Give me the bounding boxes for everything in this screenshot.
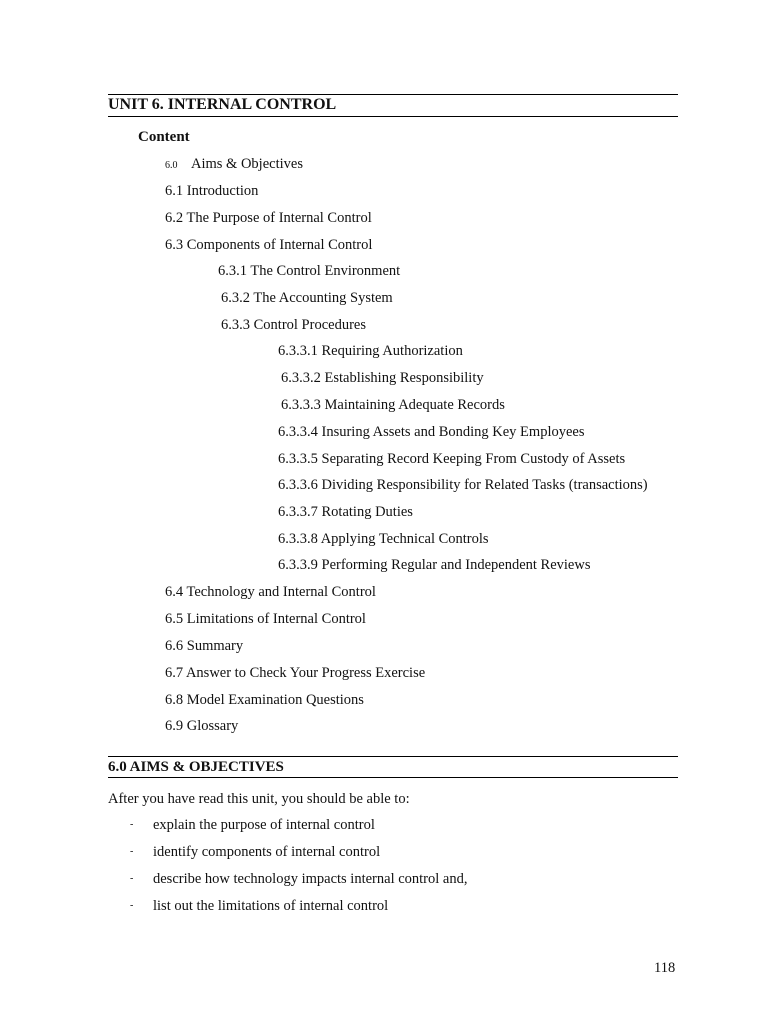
section-heading: 6.0 AIMS & OBJECTIVES [108,759,284,775]
toc-entry: 6.6 Summary [165,638,244,654]
top-rule-lower [108,116,678,117]
objective-item: explain the purpose of internal control [153,817,375,833]
toc-entry: 6.3.3.1 Requiring Authorization [278,343,463,359]
page-number: 118 [654,960,676,976]
toc-entry: 6.3.3.5 Separating Record Keeping From Custody of Assets [278,451,626,467]
toc-entry: 6.3.3.3 Maintaining Adequate Records [281,397,505,413]
toc-entry: 6.3.3.7 Rotating Duties [278,504,413,520]
objective-item: list out the limitations of internal control [153,898,389,914]
toc-entry: 6.9 Glossary [165,718,239,734]
toc-entry: 6.4 Technology and Internal Control [165,584,376,600]
bullet-marker: - [130,846,134,857]
toc-entry: 6.7 Answer to Check Your Progress Exercise [165,665,426,681]
toc-title: Aims & Objectives [191,156,303,172]
toc-entry: 6.3.3.2 Establishing Responsibility [281,370,484,386]
section-rule-lower [108,777,678,778]
toc-entry: 6.5 Limitations of Internal Control [165,611,366,627]
toc-entry: 6.3.3.8 Applying Technical Controls [278,531,489,547]
toc-number: 6.0 [165,160,178,171]
objectives-intro: After you have read this unit, you should be able to: [108,791,410,807]
bullet-marker: - [130,873,134,884]
objective-item: identify components of internal control [153,844,381,860]
toc-entry: 6.3.3.9 Performing Regular and Independent Reviews [278,557,591,573]
toc-entry: 6.3 Components of Internal Control [165,237,373,253]
bullet-marker: - [130,900,134,911]
toc-entry: 6.1 Introduction [165,183,259,199]
toc-entry: 6.3.3.4 Insuring Assets and Bonding Key Employees [278,424,585,440]
toc-entry: 6.3.3 Control Procedures [221,317,366,333]
toc-entry: 6.2 The Purpose of Internal Control [165,210,372,226]
toc-entry: 6.3.1 The Control Environment [218,263,401,279]
toc-entry: 6.8 Model Examination Questions [165,692,364,708]
content-label: Content [138,129,190,145]
toc-entry: 6.3.3.6 Dividing Responsibility for Related Tasks (transactions) [278,477,648,493]
toc-entry: 6.3.2 The Accounting System [221,290,393,306]
bullet-marker: - [130,819,134,830]
toc-entry-6-0 [165,154,303,176]
unit-heading: UNIT 6. INTERNAL CONTROL [108,96,337,113]
objective-item: describe how technology impacts internal control and, [153,871,468,887]
